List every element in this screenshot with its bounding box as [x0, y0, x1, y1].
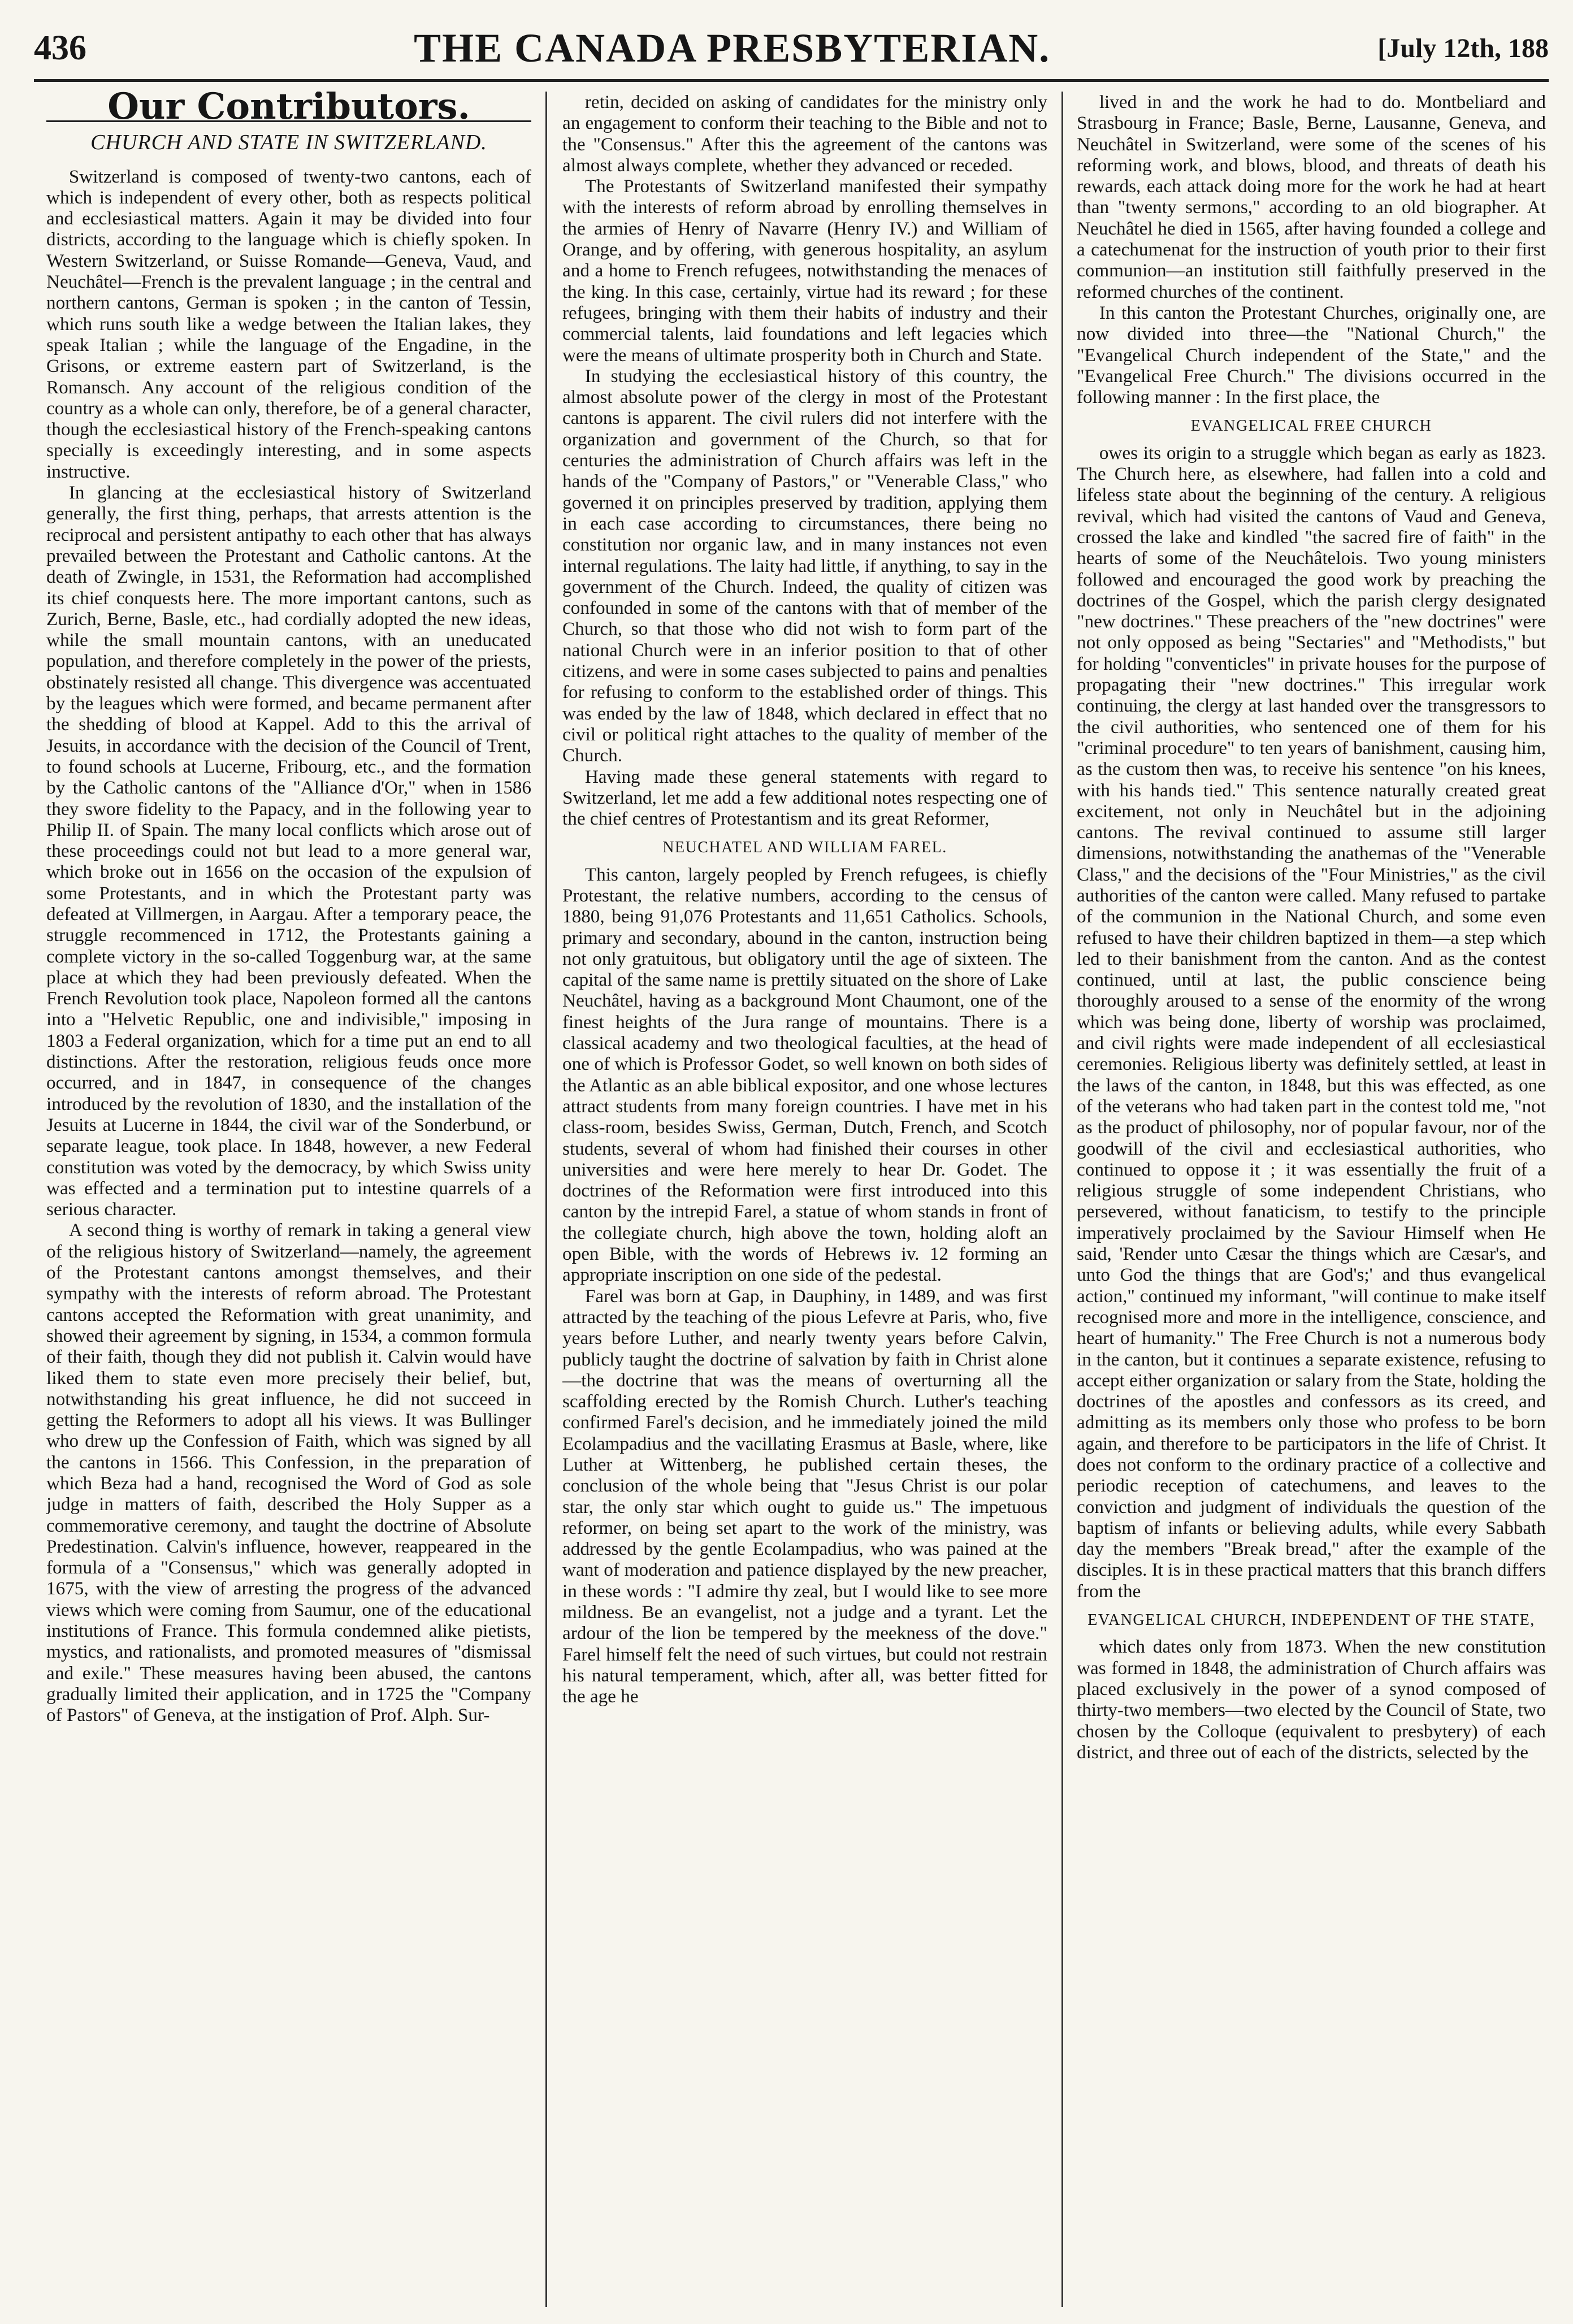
column-1-body — [46, 166, 531, 1726]
paragraph: Farel was born at Gap, in Dauphiny, in 1489, and was first attracted by the teaching of the pious Lefevre at Paris, who, five years before Luther, and nearly twenty years before Calvin, publicly taught the doctrine of salvation by faith in Christ alone—the doctrine that was the means of overturning all the scaffolding erected by the Romish Church. Luther's teaching confirmed Farel's decision, and he immediately joined the mild Ecolampadius and the vacillating Erasmus at Basle, where, like Luther at Wittenberg, he published certain theses, the conclusion of the whole being that "Jesus Christ is our polar star, the only star which ought to guide us." The impetuous reformer, on being set apart to the work of the ministry, was addressed by the gentle Ecolampadius, who was pained at the want of moderation and patience displayed by the new preacher, in these words : "I admire thy zeal, but I would like to see more mildness. Be an evangelist, not a judge and a tyrant. Let the ardour of the lion be tempered by the meekness of the dove." Farel himself felt the need of such virtues, but could not restrain his natural temperament, which, after all, was better fitted for the age he — [562, 1285, 1047, 1707]
column-3-body-continued — [1077, 443, 1546, 1602]
masthead: THE CANADA PRESBYTERIAN. — [414, 25, 1051, 71]
article-title: CHURCH AND STATE IN SWITZERLAND. — [90, 131, 487, 155]
paragraph: which dates only from 1873. When the new constitution was formed in 1848, the administration of Church affairs was placed exclusively in the power of a synod composed of thirty-two members—two elected by the Council of State, two chosen by the Colloque (equivalent to presbytery) of each district, and three out of each of the districts, selected by the — [1077, 1636, 1546, 1763]
subhead-free-church: EVANGELICAL FREE CHURCH — [1190, 417, 1432, 435]
paragraph: The Protestants of Switzerland manifested their sympathy with the interests of reform abroad by enrolling themselves in the armies of Henry of Navarre (Henry IV.) and William of Orange, and by offering, with generous hospitality, an asylum and a home to French refugees, notwithstanding the menaces of the king. In this case, certainly, virtue had its reward ; for these refugees, bringing with them their habits of industry and their commercial talents, laid foundations and left legacies which were the means of ultimate prosperity both in Church and State. — [562, 176, 1047, 366]
column-3-body-final — [1077, 1636, 1546, 1763]
page-number: 436 — [34, 28, 86, 67]
subhead-neuchatel: NEUCHATEL AND WILLIAM FAREL. — [662, 839, 947, 857]
paragraph: lived in and the work he had to do. Montbeliard and Strasbourg in France; Basle, Berne, Lausanne, Geneva, and Neuchâtel in Switzerland, were some of the scenes of his reforming work, and blows, blood, and threats of death his rewards, each attack doing more for the work he had at heart than "twenty sermons," according to an old biographer. At Neuchâtel he died in 1565, after having founded a college and a catechumenat for the instruction of youth prior to their first communion—an institution still faithfully preserved in the reformed churches of the continent. — [1077, 92, 1546, 302]
page-header — [34, 17, 1549, 82]
issue-date: [July 12th, 188 — [1377, 33, 1549, 63]
paragraph: A second thing is worthy of remark in taking a general view of the religious history of Switzerland—namely, the agreement of the Protestant cantons amongst themselves, and their sympathy with the interests of reform abroad. The Protestant cantons accepted the Reformation with great unanimity, and showed their agreement by signing, in 1534, a common formula of their faith, though they did not publish it. Calvin would have liked them to state even more precisely their belief, but, notwithstanding his great influence, he did not succeed in getting the Reformers to adopt all his views. It was Bullinger who drew up the Confession of Faith, which was signed by all the cantons in 1566. This Confession, in the preparation of which Beza had a hand, recognised the Word of God as sole judge in matters of faith, described the Holy Supper as a commemorative ceremony, and taught the doctrine of Absolute Predestination. Calvin's influence, however, reappeared in the formula of a "Consensus," which was generally adopted in 1675, with the view of arresting the progress of the advanced views which were coming from Saumur, one of the educational institutions of France. This formula condemned alike pietists, mystics, and rationalists, and promoted measures of "dismissal and exile." These measures having been abused, the cantons gradually limited their application, and in 1725 the "Company of Pastors" of Geneva, at the instigation of Prof. Alph. Sur- — [46, 1220, 531, 1726]
paragraph: owes its origin to a struggle which began as early as 1823. The Church here, as elsewhere, had fallen into a cold and lifeless state about the beginning of the century. A religious revival, which had visited the cantons of Vaud and Geneva, crossed the lake and kindled "the sacred fire of faith" in the hearts of some of the Neuchâtelois. Two young ministers followed and encouraged the good work by preaching the doctrines of the Gospel, which the parish clergy designated "new doctrines." These preachers of the "new doctrines" were not only opposed as being "Sectaries" and "Methodists," but for holding "conventicles" in private houses for the purpose of propagating their "new doctrines." This irregular work continuing, the clergy at last handed over the transgressors to the civil authorities, who sentenced one of them for his "criminal procedure" to ten years of banishment, causing him, as the custom then was, to receive his sentence "on his knees, with his hands tied." This sentence naturally created great excitement, not only in Neuchâtel but in the adjoining cantons. The revival continued to assume still larger dimensions, notwithstanding the anathemas of the "Venerable Class," and the decisions of the "Four Ministries," as the civil authorities of the canton were called. Many refused to partake of the communion in the National Church, and some even refused to have their children baptized in them—a step which led to their banishment from the canton. And as the contest continued, until at last, the public conscience being thoroughly aroused to a sense of the enormity of the wrong which was being done, liberty of worship was proclaimed, and civil rights were made independent of all ecclesiastical ceremonies. Religious liberty was definitely settled, at least in the laws of the canton, in 1848, but this was effected, as one of the veterans who had taken part in the contest told me, "not as the product of philosophy, nor of popular favour, nor of the goodwill of the civil and ecclesiastical authorities, who continued to oppose it ; it was essentially the fruit of a religious struggle of some independent Christians, who persevered, without fanaticism, to testify to the principle imperatively proclaimed by the Saviour Himself when He said, 'Render unto Cæsar the things which are Cæsar's, and unto God the things that are God's;' and thus evangelical action," continued my informant, "will continue to make itself recognised more and more in the intelligence, conscience, and heart of humanity." The Free Church is not a numerous body in the canton, but it continues a separate existence, refusing to accept either organization or salary from the State, holding the doctrines of the apostles and confessors as its creed, and admitting as its members only those who profess to be born again, and therefore to be participators in the life of Christ. It does not conform to the ordinary practice of a collective and periodic reception of catechumens, and leaves to the conviction and judgment of individuals the question of the baptism of infants or believing adults, while every Sabbath day the members "Break bread," after the example of the disciples. It is in these practical matters that this branch differs from the — [1077, 442, 1546, 1602]
column-rule — [1061, 92, 1063, 2307]
column-2-body — [562, 92, 1047, 829]
column-3 — [1077, 92, 1546, 2307]
paragraph: retin, decided on asking of candidates for the ministry only an engagement to conform their teaching to the Bible and not to the "Consensus." After this the agreement of the cantons was almost always complete, whether they advanced or receded. — [562, 92, 1047, 176]
paragraph: In this canton the Protestant Churches, originally one, are now divided into three—the "National Church," the "Evangelical Church independent of the State," and the "Evangelical Free Church." The divisions occurred in the following manner : In the first place, the — [1077, 302, 1546, 408]
column-rule — [545, 92, 547, 2307]
section-banner: Our Contributors. — [46, 96, 531, 122]
paragraph: In studying the ecclesiastical history of this country, the almost absolute power of the clergy in most of the Protestant cantons is apparent. The civil rulers did not interfere with the organization and government of the Church, so that for centuries the administration of Church affairs was left in the hands of the "Company of Pastors," or "Venerable Class," who governed it on principles preserved by tradition, applying them in each case according to circumstances, there being no constitution nor organic law, and in many instances not even internal regulations. The laity had little, if anything, to say in the government of the Church. Indeed, the quality of citizen was confounded in some of the cantons with that of member of the Church, so that those who did not wish to form part of the national Church were in an inferior position to that of other citizens, and were in some cases subjected to pains and penalties for refusing to conform to the established order of things. This was ended by the law of 1848, which declared in effect that no civil or political right attaches to the quality of member of the Church. — [562, 365, 1047, 766]
column-1 — [46, 92, 531, 2307]
paragraph: Switzerland is composed of twenty-two cantons, each of which is independent of every other, both as respects political and ecclesiastical matters. Again it may be divided into four districts, according to the language which is chiefly spoken. In Western Switzerland, or Suisse Romande—Geneva, Vaud, and Neuchâtel—French is the prevalent language ; in the central and northern cantons, German is spoken ; in the canton of Tessin, which runs south like a wedge between the Italian lakes, they speak Italian ; while the language of the Engadine, in the Grisons, or extreme eastern part of Switzerland, is the Romansch. Any account of the religious condition of the country as a whole can only, therefore, be of a general character, though the ecclesiastical history of the French-speaking cantons specially is exceedingly interesting, and in some aspects instructive. — [46, 166, 531, 482]
column-3-body — [1077, 92, 1546, 407]
column-2 — [562, 92, 1047, 2307]
paragraph: Having made these general statements with regard to Switzerland, let me add a few additional notes respecting one of the chief centres of Protestantism and its great Reformer, — [562, 766, 1047, 830]
paragraph: In glancing at the ecclesiastical history of Switzerland generally, the first thing, perhaps, that arrests attention is the reciprocal and persistent antipathy to each other that has always prevailed between the Protestant and Catholic cantons. At the death of Zwingle, in 1531, the Reformation had accomplished its chief conquests here. The more important cantons, such as Zurich, Berne, Basle, etc., had cordially adopted the new ideas, while the small mountain cantons, with an uneducated population, and therefore completely in the power of the priests, obstinately resisted all change. This divergence was accentuated by the leagues which were formed, and became permanent after the shedding of blood at Kappel. Add to this the arrival of Jesuits, in accordance with the decision of the Council of Trent, to found schools at Lucerne, Fribourg, etc., and the formation by the Catholic cantons of the "Alliance d'Or," when in 1586 they swore fidelity to the Papacy, and in the following year to Philip II. of Spain. The many local conflicts which arose out of these proceedings could not but lead to a more general war, which broke out in 1656 on the occasion of the expulsion of some Protestants, and in which the Protestant party was defeated at Villmergen, in Aargau. After a temporary peace, the struggle recommenced in 1712, the Protestants gaining a complete victory in the so-called Toggenburg war, at the same place at which they had been previously defeated. When the French Revolution took place, Napoleon formed all the cantons into a "Helvetic Republic, one and indivisible," imposing in 1803 a Federal organization, which for a time put an end to all distinctions. After the restoration, religious feuds once more occurred, and in 1847, in consequence of the changes introduced by the revolution of 1830, and the installation of the Jesuits at Lucerne in 1844, the civil war of the Sonderbund, or separate league, took place. In 1848, however, a new Federal constitution was voted by the democracy, by which Swiss unity was effected and a termination put to intestine quarrels of a serious character. — [46, 482, 531, 1220]
column-2-body-continued — [562, 864, 1047, 1707]
paragraph: This canton, largely peopled by French refugees, is chiefly Protestant, the relative numbers, according to the census of 1880, being 91,076 Protestants and 11,651 Catholics. Schools, primary and secondary, abound in the canton, instruction being not only gratuitous, but obligatory until the age of sixteen. The capital of the same name is prettily situated on the shore of Lake Neuchâtel, having as a background Mont Chaumont, one of the finest heights of the Jura range of mountains. There is a classical academy and two theological faculties, at the head of one of which is Professor Godet, so well known on both sides of the Atlantic as an able biblical expositor, and one whose lectures attract students from many foreign countries. I have met in his class-room, besides Swiss, German, Dutch, French, and Scotch students, several of whom had finished their courses in other universities and were here merely to hear Dr. Godet. The doctrines of the Reformation were first introduced into this canton by the intrepid Farel, a statue of whom stands in front of the collegiate church, high above the town, holding aloft an open Bible, with the words of Hebrews iv. 12 forming an appropriate inscription on one side of the pedestal. — [562, 864, 1047, 1286]
subhead-independent-church: EVANGELICAL CHURCH, INDEPENDENT OF THE STATE, — [1087, 1611, 1535, 1629]
